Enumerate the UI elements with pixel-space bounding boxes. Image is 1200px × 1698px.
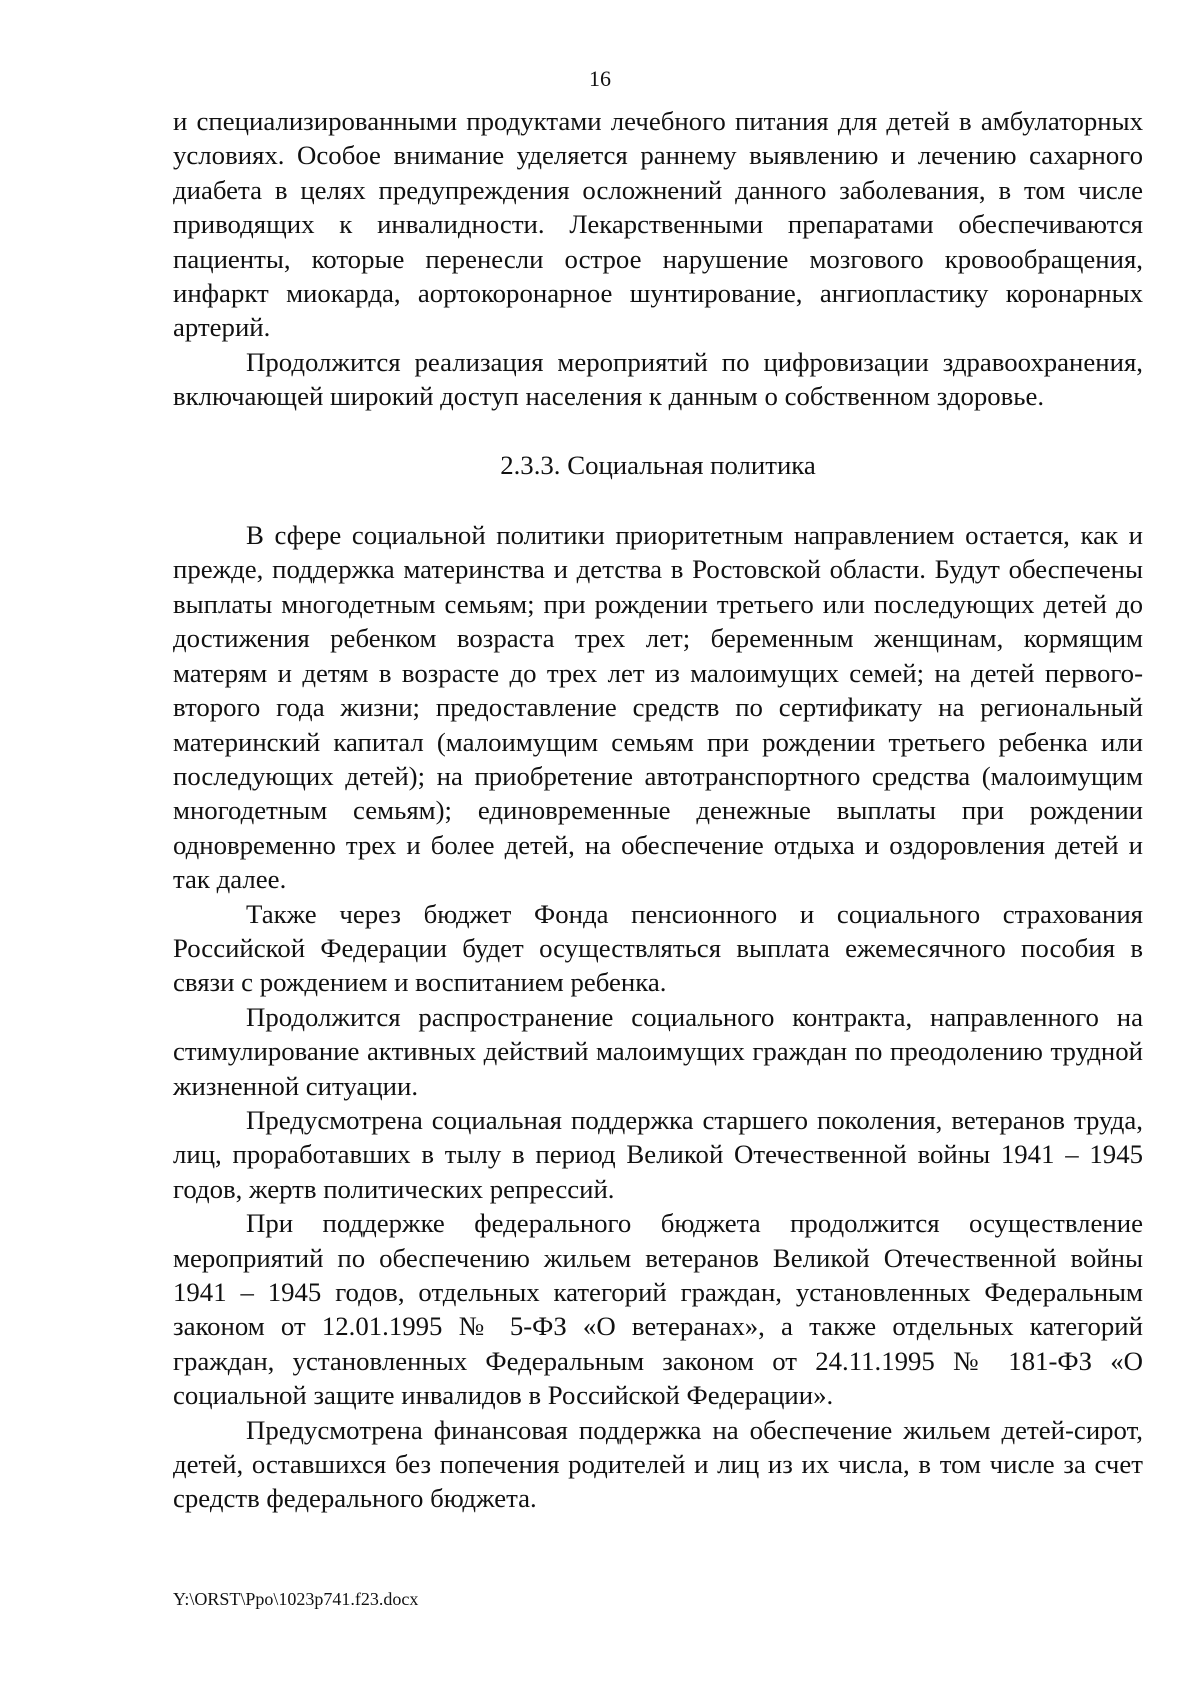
paragraph-social-contract: Продолжится распространение социального контракта, направленного на стимулирование активных действий малоимущих граждан по преодолению трудной жизненной ситуации. [173, 1001, 1143, 1101]
paragraph-continued: и специализированными продуктами лечебного питания для детей в амбулаторных условиях. Особое внимание уделяется раннему выявлению и лечению сахарного диабета в целях предупреждения осложнений данного заболевания, в том числе приводящих к инвалидности. Лекарственными препаратами обеспечиваются пациенты, которые перенесли острое нарушение мозгового кровообращения, инфаркт миокарда, аортокоронарное шунтирование, ангиопластику коронарных артерий. [173, 106, 1143, 343]
document-body [173, 104, 1143, 1516]
paragraph-veterans-housing: При поддержке федерального бюджета продолжится осуществление мероприятий по обеспечению жильем ветеранов Великой Отечественной войны 1941 – 1945 годов, отдельных категорий граждан, установленных Федеральным законом от 12.01.1995 № 5-ФЗ «О ветеранах», а также отдельных категорий граждан, установленных Федеральным законом от 24.11.1995 № 181-ФЗ «О социальной защите инвалидов в Российской Федерации». [173, 1208, 1143, 1411]
paragraph-orphans-housing: Предусмотрена финансовая поддержка на обеспечение жильем детей-сирот, детей, оставшихся без попечения родителей и лиц из их числа, в том числе за счет средств федерального бюджета. [173, 1414, 1143, 1514]
section-title: 2.3.3. Социальная политика [500, 449, 816, 480]
footer-file-path: Y:\ORST\Ppo\1023p741.f23.docx [173, 1589, 419, 1609]
paragraph-social-policy: В сфере социальной политики приоритетным направлением остается, как и прежде, поддержка материнства и детства в Ростовской области. Будут обеспечены выплаты многодетным семьям; при рождении третьего или последующих детей до достижения ребенком возраста трех лет; беременным женщинам, кормящим матерям и детям в возрасте до трех лет из малоимущих семей; на детей первого-второго года жизни; предоставление средств по сертификату на региональный материнский капитал (малоимущим семьям при рождении третьего ребенка или последующих детей); на приобретение автотранспортного средства (малоимущим многодетным семьям); единовременные денежные выплаты при рождении одновременно трех и более детей, на обеспечение отдыха и оздоровления детей и так далее. [173, 520, 1143, 895]
paragraph-digitalization: Продолжится реализация мероприятий по цифровизации здравоохранения, включающей широкий доступ населения к данным о собственном здоровье. [173, 346, 1143, 412]
paragraph-pension-fund: Также через бюджет Фонда пенсионного и социального страхования Российской Федерации будет осуществляться выплата ежемесячного пособия в связи с рождением и воспитанием ребенка. [173, 898, 1143, 998]
page-number: 16 [589, 66, 611, 91]
paragraph-elderly-support: Предусмотрена социальная поддержка старшего поколения, ветеранов труда, лиц, проработавших в тылу в период Великой Отечественной войны 1941 – 1945 годов, жертв политических репрессий. [173, 1104, 1143, 1204]
